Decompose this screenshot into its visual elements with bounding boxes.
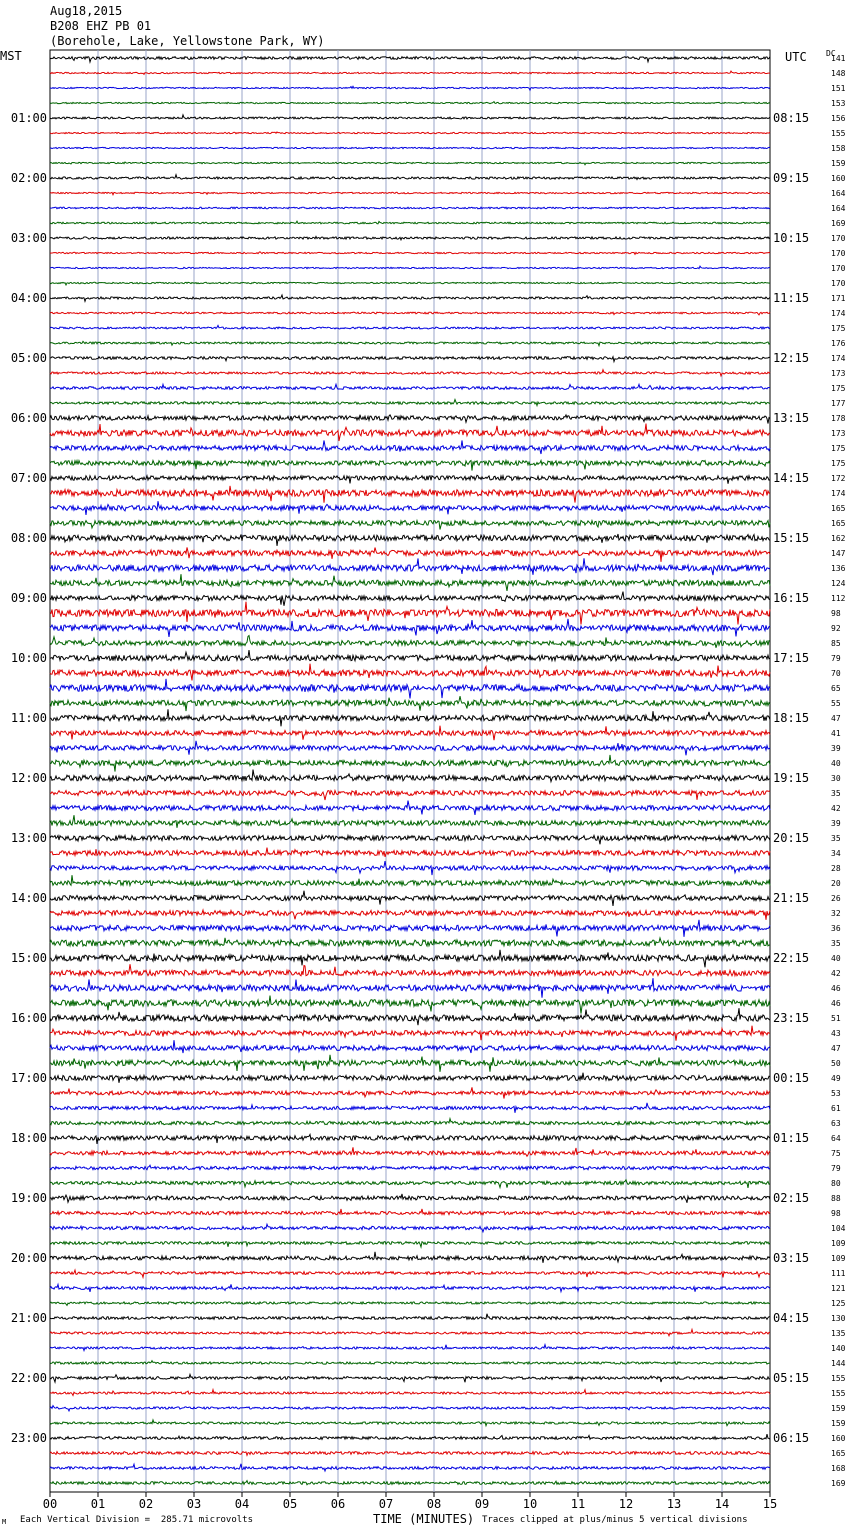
seismic-trace [50, 192, 770, 194]
x-tick-label: 08 [426, 1497, 442, 1511]
utc-hour-label: 04:15 [773, 1311, 810, 1325]
seismic-trace [50, 978, 770, 997]
dc-offset-label: 173 [831, 369, 846, 378]
seismic-trace [50, 1270, 770, 1277]
utc-hour-label: 13:15 [773, 411, 810, 425]
x-tick-label: 15 [762, 1497, 778, 1511]
dc-offset-label: 40 [831, 954, 841, 963]
dc-offset-label: 65 [831, 684, 841, 693]
seismic-trace [50, 1420, 770, 1426]
seismic-trace [50, 636, 770, 648]
seismic-trace [50, 770, 770, 782]
right-timezone-label: UTC [785, 50, 807, 64]
mst-hour-label: 15:00 [10, 951, 47, 965]
seismic-trace [50, 1165, 770, 1169]
seismic-trace [50, 370, 770, 376]
seismic-trace [50, 602, 770, 625]
dc-offset-label: 40 [831, 759, 841, 768]
dc-offset-label: 92 [831, 624, 841, 633]
dc-offset-label: 32 [831, 909, 841, 918]
x-tick-label: 02 [138, 1497, 154, 1511]
seismic-trace [50, 534, 770, 546]
mst-hour-label: 17:00 [10, 1071, 47, 1085]
dc-offset-label: 156 [831, 114, 846, 123]
x-tick-label: 14 [714, 1497, 730, 1511]
dc-offset-label: 47 [831, 714, 841, 723]
dc-offset-label: 162 [831, 534, 846, 543]
dc-offset-label: 75 [831, 1149, 841, 1158]
dc-offset-label: 171 [831, 294, 846, 303]
dc-offset-label: 70 [831, 669, 841, 678]
seismic-trace [50, 440, 770, 454]
dc-offset-label: 177 [831, 399, 846, 408]
seismic-trace [50, 592, 770, 606]
x-tick-label: 12 [618, 1497, 634, 1511]
seismic-trace [50, 1374, 770, 1382]
seismic-trace [50, 1224, 770, 1232]
seismic-trace [50, 1103, 770, 1113]
seismic-trace [50, 1452, 770, 1456]
dc-offset-label: 64 [831, 1134, 841, 1143]
dc-offset-label: 178 [831, 414, 846, 423]
dc-offset-label: 160 [831, 174, 846, 183]
mst-hour-label: 06:00 [10, 411, 47, 425]
dc-offset-label: 176 [831, 339, 846, 348]
dc-offset-label: 43 [831, 1029, 841, 1038]
corner-mark: M [2, 1518, 7, 1526]
seismic-trace [50, 501, 770, 515]
seismic-trace [50, 1134, 770, 1143]
dc-offset-label: 141 [831, 54, 846, 63]
seismic-trace [50, 861, 770, 875]
dc-offset-label: 164 [831, 204, 846, 213]
dc-offset-label: 42 [831, 969, 841, 978]
seismic-trace [50, 726, 770, 740]
dc-offset-label: 79 [831, 1164, 841, 1173]
seismic-trace [50, 1040, 770, 1053]
dc-offset-label: 169 [831, 1479, 846, 1488]
seismic-trace [50, 1361, 770, 1364]
x-tick-label: 10 [522, 1497, 538, 1511]
utc-hour-label: 23:15 [773, 1011, 810, 1025]
dc-offset-label: 46 [831, 999, 841, 1008]
dc-offset-label: 160 [831, 1434, 846, 1443]
seismic-trace [50, 175, 770, 180]
seismic-trace [50, 790, 770, 800]
seismic-trace [50, 964, 770, 976]
x-tick-label: 09 [474, 1497, 490, 1511]
seismic-trace [50, 132, 770, 134]
dc-offset-label: 46 [831, 984, 841, 993]
dc-offset-label: 30 [831, 774, 841, 783]
seismic-trace [50, 236, 770, 239]
dc-offset-label: 130 [831, 1314, 846, 1323]
dc-offset-label: 85 [831, 639, 841, 648]
mst-hour-label: 02:00 [10, 171, 47, 185]
dc-offset-label: 35 [831, 789, 841, 798]
seismic-trace [50, 664, 770, 681]
seismic-trace [50, 282, 770, 285]
date-label: Aug18,2015 [50, 4, 123, 18]
utc-hour-label: 21:15 [773, 891, 810, 905]
dc-offset-label: 49 [831, 1074, 841, 1083]
seismic-trace [50, 1055, 770, 1072]
dc-offset-label: 26 [831, 894, 841, 903]
seismic-trace [50, 1194, 770, 1203]
seismic-trace [50, 835, 770, 844]
x-tick-label: 03 [186, 1497, 202, 1511]
seismic-trace [50, 1302, 770, 1305]
seismic-trace [50, 891, 770, 906]
utc-hour-label: 08:15 [773, 111, 810, 125]
seismic-trace [50, 312, 770, 315]
utc-hour-label: 14:15 [773, 471, 810, 485]
x-tick-label: 00 [42, 1497, 58, 1511]
dc-offset-label: 140 [831, 1344, 846, 1353]
dc-offset-label: 80 [831, 1179, 841, 1188]
seismic-trace [50, 1147, 770, 1156]
seismic-trace [50, 1434, 770, 1439]
mst-hour-label: 05:00 [10, 351, 47, 365]
seismic-trace [50, 1314, 770, 1320]
seismic-trace [50, 415, 770, 424]
dc-offset-label: 36 [831, 924, 841, 933]
seismic-trace [50, 1008, 770, 1025]
mst-hour-label: 11:00 [10, 711, 47, 725]
dc-offset-label: 104 [831, 1224, 846, 1233]
seismic-trace [50, 709, 770, 726]
dc-offset-label: 79 [831, 654, 841, 663]
dc-header-label: DC [826, 49, 836, 58]
dc-offset-label: 158 [831, 144, 846, 153]
dc-offset-label: 88 [831, 1194, 841, 1203]
dc-offset-label: 170 [831, 264, 846, 273]
seismic-trace [50, 938, 770, 946]
utc-hour-label: 03:15 [773, 1251, 810, 1265]
x-tick-label: 07 [378, 1497, 394, 1511]
seismic-trace [50, 295, 770, 301]
mst-hour-label: 10:00 [10, 651, 47, 665]
seismic-trace [50, 1119, 770, 1125]
utc-hour-label: 18:15 [773, 711, 810, 725]
seismic-trace [50, 801, 770, 815]
utc-hour-label: 05:15 [773, 1371, 810, 1385]
dc-offset-label: 98 [831, 1209, 841, 1218]
seismic-trace [50, 162, 770, 165]
dc-offset-label: 155 [831, 129, 846, 138]
utc-hour-label: 17:15 [773, 651, 810, 665]
seismic-trace [50, 1180, 770, 1188]
utc-hour-label: 22:15 [773, 951, 810, 965]
dc-offset-label: 51 [831, 1014, 841, 1023]
mst-hour-label: 03:00 [10, 231, 47, 245]
seismic-trace [50, 424, 770, 441]
seismic-trace [50, 400, 770, 406]
x-tick-label: 13 [666, 1497, 682, 1511]
seismic-trace [50, 520, 770, 529]
station-label: B208 EHZ PB 01 [50, 19, 152, 33]
dc-offset-label: 109 [831, 1239, 846, 1248]
dc-offset-label: 175 [831, 459, 846, 468]
x-tick-label: 11 [570, 1497, 586, 1511]
dc-offset-label: 147 [831, 549, 846, 558]
mst-hour-label: 20:00 [10, 1251, 47, 1265]
seismic-trace [50, 1073, 770, 1083]
seismic-trace [50, 875, 770, 885]
seismic-trace [50, 1284, 770, 1291]
mst-hour-label: 12:00 [10, 771, 47, 785]
dc-offset-label: 35 [831, 834, 841, 843]
dc-offset-label: 159 [831, 1404, 846, 1413]
seismic-trace [50, 1209, 770, 1215]
seismic-trace [50, 950, 770, 968]
seismic-trace [50, 848, 770, 857]
mst-hour-label: 23:00 [10, 1431, 47, 1445]
utc-hour-label: 16:15 [773, 591, 810, 605]
mst-hour-label: 09:00 [10, 591, 47, 605]
utc-hour-label: 09:15 [773, 171, 810, 185]
x-tick-label: 04 [234, 1497, 250, 1511]
seismic-trace [50, 147, 770, 148]
mst-hour-label: 16:00 [10, 1011, 47, 1025]
plot-frame [50, 50, 770, 1492]
utc-hour-label: 06:15 [773, 1431, 810, 1445]
dc-offset-label: 153 [831, 99, 846, 108]
dc-offset-label: 155 [831, 1389, 846, 1398]
dc-offset-label: 174 [831, 309, 846, 318]
seismic-trace [50, 650, 770, 661]
dc-offset-label: 155 [831, 1374, 846, 1383]
dc-offset-label: 175 [831, 324, 846, 333]
dc-offset-label: 170 [831, 279, 846, 288]
clip-note: Traces clipped at plus/minus 5 vertical divisions [482, 1515, 748, 1525]
scale-note: Each Vertical Division = 285.71 microvolts [20, 1515, 253, 1525]
dc-offset-label: 164 [831, 189, 846, 198]
dc-offset-label: 174 [831, 354, 846, 363]
dc-offset-label: 148 [831, 69, 846, 78]
seismic-trace [50, 679, 770, 699]
dc-offset-label: 50 [831, 1059, 841, 1068]
dc-offset-label: 168 [831, 1464, 846, 1473]
x-axis-label: TIME (MINUTES) [373, 1512, 475, 1526]
seismic-trace [50, 1390, 770, 1396]
seismic-trace [50, 102, 770, 104]
mst-hour-label: 19:00 [10, 1191, 47, 1205]
utc-hour-label: 20:15 [773, 831, 810, 845]
utc-hour-label: 15:15 [773, 531, 810, 545]
dc-offset-label: 121 [831, 1284, 846, 1293]
seismic-trace [50, 920, 770, 937]
dc-offset-label: 109 [831, 1254, 846, 1263]
seismic-trace [50, 475, 770, 484]
dc-offset-label: 61 [831, 1104, 841, 1113]
dc-offset-label: 135 [831, 1329, 846, 1338]
seismic-trace [50, 1481, 770, 1485]
seismic-trace [50, 71, 770, 74]
mst-hour-label: 22:00 [10, 1371, 47, 1385]
mst-hour-label: 13:00 [10, 831, 47, 845]
seismic-trace [50, 1087, 770, 1098]
utc-hour-label: 12:15 [773, 351, 810, 365]
mst-hour-label: 07:00 [10, 471, 47, 485]
dc-offset-label: 159 [831, 1419, 846, 1428]
mst-hour-label: 04:00 [10, 291, 47, 305]
dc-offset-label: 165 [831, 1449, 846, 1458]
dc-offset-label: 34 [831, 849, 841, 858]
dc-offset-label: 172 [831, 474, 846, 483]
dc-offset-label: 111 [831, 1269, 846, 1278]
dc-offset-label: 151 [831, 84, 846, 93]
seismic-trace [50, 741, 770, 755]
seismic-trace [50, 341, 770, 345]
seismic-trace [50, 815, 770, 828]
seismic-trace [50, 755, 770, 772]
mst-hour-label: 01:00 [10, 111, 47, 125]
seismic-trace [50, 221, 770, 224]
seismic-trace [50, 460, 770, 470]
seismic-trace [50, 1026, 770, 1041]
seismic-trace [50, 574, 770, 591]
dc-offset-label: 175 [831, 444, 846, 453]
seismic-trace [50, 266, 770, 269]
seismic-trace [50, 325, 770, 329]
dc-offset-label: 125 [831, 1299, 846, 1308]
x-tick-label: 01 [90, 1497, 106, 1511]
dc-offset-label: 39 [831, 819, 841, 828]
dc-offset-label: 173 [831, 429, 846, 438]
utc-hour-label: 11:15 [773, 291, 810, 305]
seismic-trace [50, 57, 770, 62]
seismic-trace [50, 86, 770, 90]
seismic-trace [50, 1345, 770, 1351]
seismic-trace [50, 207, 770, 209]
seismic-trace [50, 547, 770, 561]
left-timezone-label: MST [0, 49, 22, 63]
dc-offset-label: 55 [831, 699, 841, 708]
dc-offset-label: 47 [831, 1044, 841, 1053]
dc-offset-label: 112 [831, 594, 846, 603]
dc-offset-label: 124 [831, 579, 846, 588]
seismic-trace [50, 910, 770, 920]
seismic-trace [50, 1464, 770, 1471]
seismic-trace [50, 1330, 770, 1336]
dc-offset-label: 170 [831, 249, 846, 258]
dc-offset-label: 174 [831, 489, 846, 498]
seismic-trace [50, 1252, 770, 1263]
dc-offset-label: 136 [831, 564, 846, 573]
dc-offset-label: 20 [831, 879, 841, 888]
seismic-trace [50, 357, 770, 362]
dc-offset-label: 159 [831, 159, 846, 168]
seismic-trace [50, 115, 770, 119]
dc-offset-label: 144 [831, 1359, 846, 1368]
dc-offset-label: 170 [831, 234, 846, 243]
x-tick-label: 06 [330, 1497, 346, 1511]
seismic-trace [50, 1406, 770, 1411]
seismic-trace [50, 619, 770, 637]
seismic-trace [50, 996, 770, 1014]
mst-hour-label: 21:00 [10, 1311, 47, 1325]
seismic-trace [50, 1242, 770, 1247]
dc-offset-label: 35 [831, 939, 841, 948]
location-label: (Borehole, Lake, Yellowstone Park, WY) [50, 34, 325, 48]
dc-offset-label: 169 [831, 219, 846, 228]
dc-offset-label: 42 [831, 804, 841, 813]
seismic-trace [50, 486, 770, 503]
dc-offset-label: 28 [831, 864, 841, 873]
x-tick-label: 05 [282, 1497, 298, 1511]
dc-offset-label: 98 [831, 609, 841, 618]
mst-hour-label: 14:00 [10, 891, 47, 905]
seismic-trace [50, 252, 770, 255]
utc-hour-label: 10:15 [773, 231, 810, 245]
utc-hour-label: 19:15 [773, 771, 810, 785]
dc-offset-label: 165 [831, 504, 846, 513]
utc-hour-label: 02:15 [773, 1191, 810, 1205]
dc-offset-label: 175 [831, 384, 846, 393]
dc-offset-label: 63 [831, 1119, 841, 1128]
mst-hour-label: 18:00 [10, 1131, 47, 1145]
dc-offset-label: 39 [831, 744, 841, 753]
dc-offset-label: 53 [831, 1089, 841, 1098]
seismic-trace [50, 558, 770, 575]
seismic-trace [50, 384, 770, 389]
dc-offset-label: 165 [831, 519, 846, 528]
utc-hour-label: 00:15 [773, 1071, 810, 1085]
dc-offset-label: 41 [831, 729, 841, 738]
utc-hour-label: 01:15 [773, 1131, 810, 1145]
mst-hour-label: 08:00 [10, 531, 47, 545]
